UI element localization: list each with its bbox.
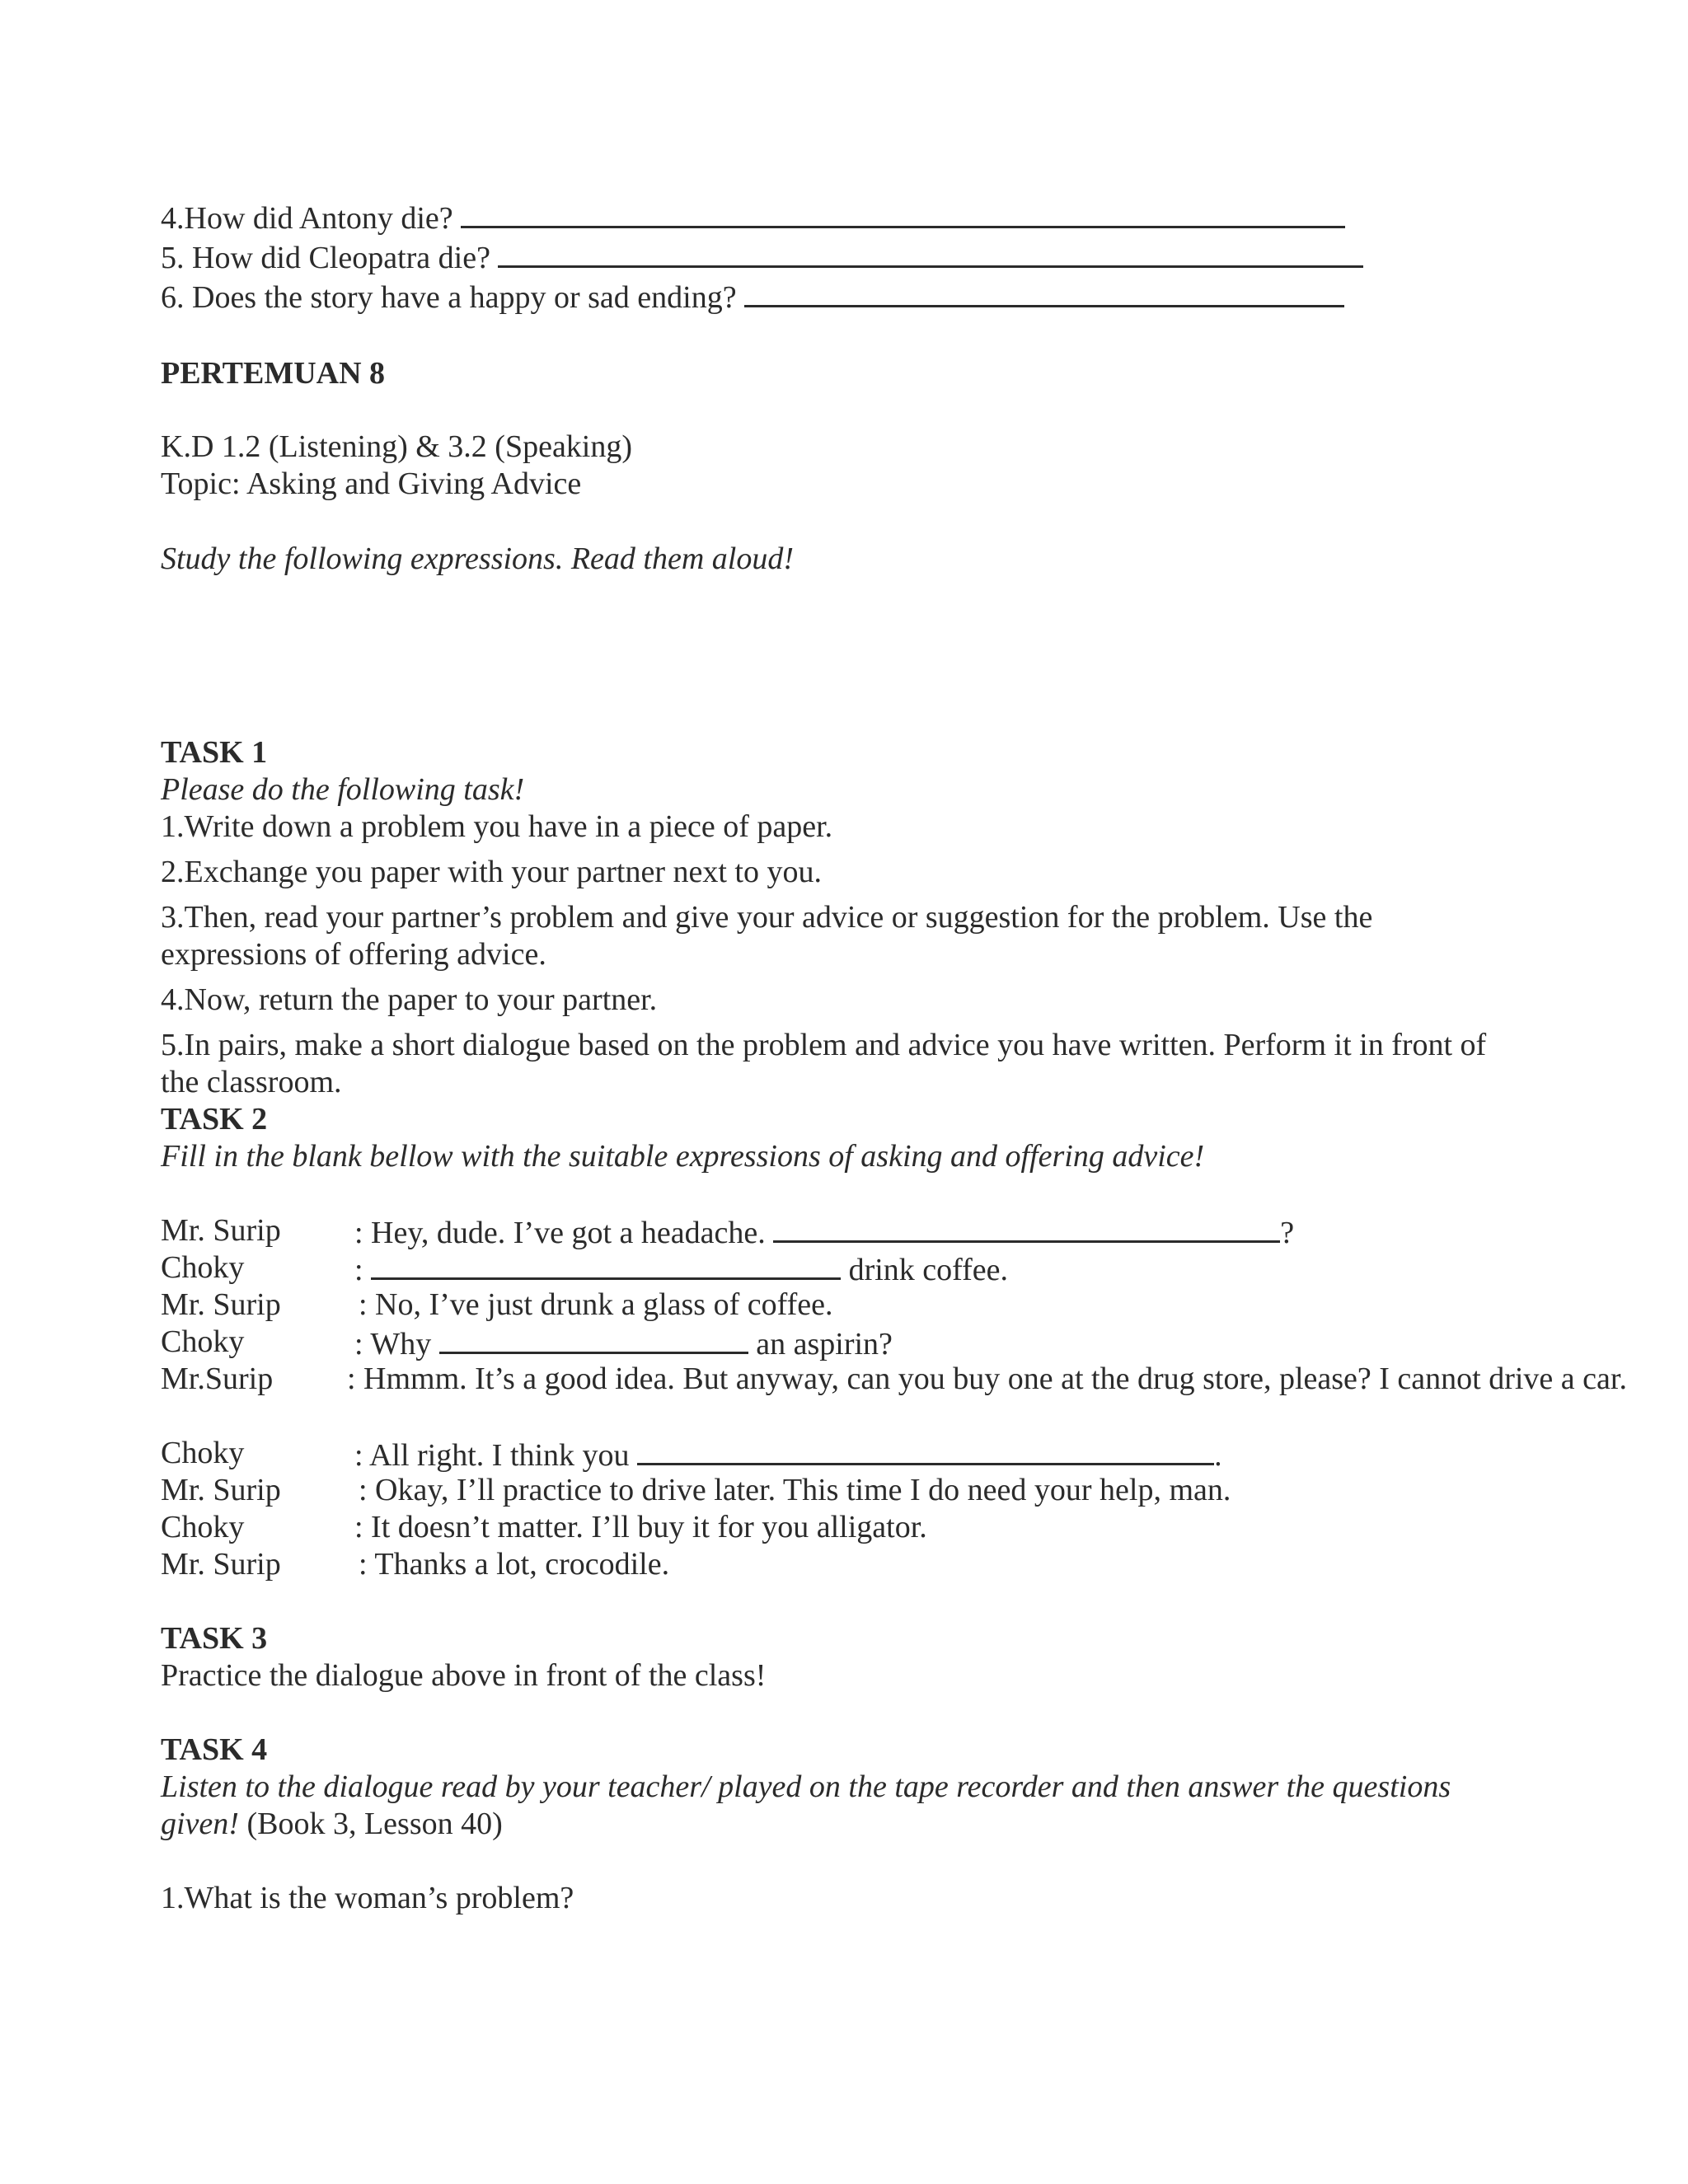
topic-line: Topic: Asking and Giving Advice [161,466,582,501]
answer-blank[interactable] [439,1324,748,1354]
speaker: Choky [161,1510,245,1544]
document-page [161,198,1627,1917]
kd-line: K.D 1.2 (Listening) & 3.2 (Speaking) [161,429,633,464]
answer-blank[interactable] [744,277,1344,307]
dialogue-line: Mr.Surip : Hmmm. It’s a good idea. But anyway, can you buy one at the drug store, please? I cannot drive a car. [161,1361,1627,1396]
dialogue-line: Mr. Surip : Okay, I’ll practice to drive later. This time I do need your help, man. [161,1473,1231,1507]
dialogue-line: Mr. Surip : Thanks a lot, crocodile. [161,1547,670,1582]
answer-blank[interactable] [773,1212,1280,1243]
section-heading: PERTEMUAN 8 [161,356,386,391]
answer-blank[interactable] [371,1249,841,1280]
dialogue [161,1212,1627,1583]
dialogue-line: Choky : drink coffee. [161,1250,1008,1287]
speaker: Choky [161,1436,245,1470]
dialogue-line: Mr. Surip : No, I’ve just drunk a glass of coffee. [161,1287,833,1322]
task1-instruction: Please do the following task! [161,772,525,807]
task1-item: 4.Now, return the paper to your partner. [161,982,658,1017]
speaker: Choky [161,1324,245,1359]
task3-instruction: Practice the dialogue above in front of the class! [161,1658,767,1693]
answer-blank[interactable] [461,198,1345,228]
dialogue-line: Choky : All right. I think you . [161,1436,1222,1473]
task2-instruction: Fill in the blank bellow with the suitable expressions of asking and offering advice! [161,1139,1205,1174]
task4-instruction: Listen to the dialogue read by your teacher/ played on the tape recorder and then answer the questions given! (Book 3, Lesson 40) [161,1769,1451,1841]
speaker: Mr. Surip [161,1287,281,1322]
task4-title: TASK 4 [161,1732,268,1767]
dialogue-line: Choky : It doesn’t matter. I’ll buy it for you alligator. [161,1510,927,1544]
task4-question-1: 1.What is the woman’s problem? [161,1881,574,1915]
task1-item: 2.Exchange you paper with your partner next to you. [161,855,822,889]
task2-title: TASK 2 [161,1102,268,1137]
task1-item: 5.In pairs, make a short dialogue based on the problem and advice you have written. Perform it in front of the classroom. [161,1028,1487,1099]
study-instruction: Study the following expressions. Read them aloud! [161,541,794,576]
dialogue-line: Choky : Why an aspirin? [161,1324,893,1361]
speaker: Mr. Surip [161,1213,281,1248]
task1-item: 1.Write down a problem you have in a piece of paper. [161,809,833,844]
task3-title: TASK 3 [161,1621,268,1656]
speaker: Mr. Surip [161,1473,281,1507]
speaker: Mr. Surip [161,1547,281,1582]
question-6: 6. Does the story have a happy or sad ending? [161,277,1512,316]
answer-blank[interactable] [637,1435,1214,1465]
question-5: 5. How did Cleopatra die? [161,237,1512,277]
speaker: Choky [161,1250,245,1285]
task1-item: 3.Then, read your partner’s problem and give your advice or suggestion for the problem. Use the expressions of offering advice. [161,900,1373,972]
question-4: 4.How did Antony die? [161,198,1512,237]
speaker: Mr.Surip [161,1361,274,1396]
task1-title: TASK 1 [161,735,268,770]
answer-blank[interactable] [498,237,1363,268]
dialogue-line: Mr. Surip : Hey, dude. I’ve got a headache. ? [161,1213,1295,1250]
